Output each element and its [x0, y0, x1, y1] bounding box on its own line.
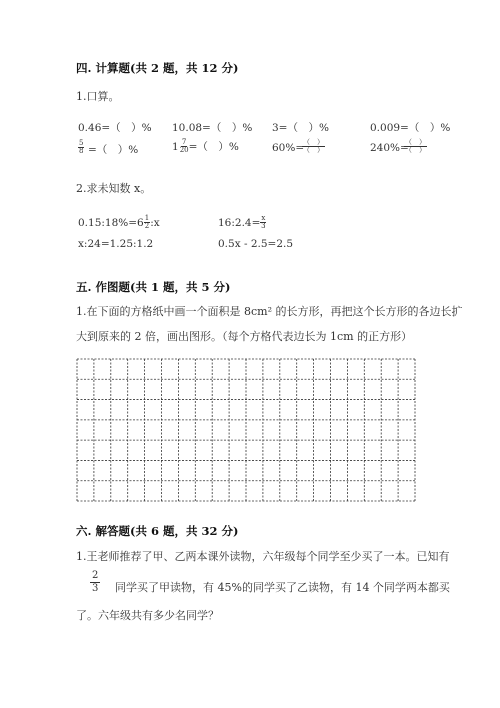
- mixed-fraction: [180, 139, 189, 154]
- fraction-numerator: （ ）: [405, 138, 426, 146]
- graph-paper-grid[interactable]: [76, 358, 416, 502]
- oral-calc-item-8-fraction: [404, 139, 427, 154]
- section-6-heading: 六. 解答题(共 6 题，共 32 分): [76, 524, 239, 538]
- fraction-denominator: 3: [261, 222, 266, 230]
- equation-2-fraction: [260, 215, 266, 230]
- equation-4: 0.5x - 2.5=2.5: [218, 238, 294, 250]
- equation-1-tail: :x: [150, 216, 160, 229]
- fraction-numerator: 2: [92, 570, 99, 581]
- equation-2: [218, 215, 266, 230]
- oral-calc-item-6-rest: =（ ）%: [188, 141, 239, 153]
- drawing-question-line-1: 1.在下面的方格纸中画一个面积是 8cm² 的长方形，再把这个长方形的各边长扩: [76, 305, 463, 318]
- oral-calc-item-6: [172, 139, 239, 154]
- fraction-denominator: 8: [79, 147, 84, 155]
- equation-3: x:24=1.25:1.2: [78, 238, 154, 250]
- oral-calc-item-7-fraction: [302, 139, 325, 154]
- fraction-denominator: 20: [179, 146, 189, 154]
- fraction-denominator: 2: [144, 222, 150, 230]
- fraction-numerator: x: [261, 214, 266, 222]
- oral-calc-item-1: 0.46=（ ）%: [78, 122, 152, 134]
- section-5-heading: 五. 作图题(共 1 题，共 5 分): [76, 280, 231, 294]
- mixed-whole: 1: [172, 140, 179, 153]
- equation-1: [78, 215, 160, 230]
- equation-2-lead: 16:2.4=: [218, 216, 261, 229]
- word-problem-line-1: 1.王老师推荐了甲、乙两本课外读物，六年级每个同学至少买了一本。已知有: [76, 550, 450, 563]
- section-4-heading: 四. 计算题(共 2 题，共 12 分): [76, 61, 239, 75]
- question-2-label: 2.求未知数 x。: [76, 182, 152, 195]
- question-1-label: 1.口算。: [76, 90, 120, 103]
- drawing-question-line-2: 大到原来的 2 倍，画出图形。（每个方格代表边长为 1cm 的正方形）: [76, 330, 413, 343]
- oral-calc-item-4: 0.009=（ ）%: [370, 122, 451, 134]
- equation-1-lead: 0.15:18%=6: [78, 216, 144, 229]
- word-problem-fraction: [90, 570, 100, 595]
- oral-calc-item-2: 10.08=（ ）%: [172, 122, 253, 134]
- fraction-denominator: 3: [92, 583, 99, 594]
- oral-calc-item-5-rest: =（ ）%: [88, 144, 139, 156]
- fraction-numerator: （ ）: [303, 138, 324, 146]
- fraction-denominator: （ ）: [405, 146, 426, 154]
- oral-calc-item-3: 3=（ ）%: [272, 122, 329, 134]
- fraction-numerator: 5: [79, 139, 84, 147]
- oral-calc-item-7-lead: 60%=: [272, 142, 305, 154]
- word-problem-line-2: 同学买了甲读物，有 45%的同学买了乙读物，有 14 个同学两本都买: [115, 581, 450, 594]
- fraction-denominator: （ ）: [303, 146, 324, 154]
- fraction-numerator: 7: [181, 138, 187, 146]
- fraction-numerator: 1: [144, 214, 150, 222]
- oral-calc-item-8-lead: 240%=: [370, 142, 409, 154]
- word-problem-line-3: 了。六年级共有多少名同学？: [76, 609, 219, 622]
- oral-calc-item-5-fraction: [78, 140, 84, 155]
